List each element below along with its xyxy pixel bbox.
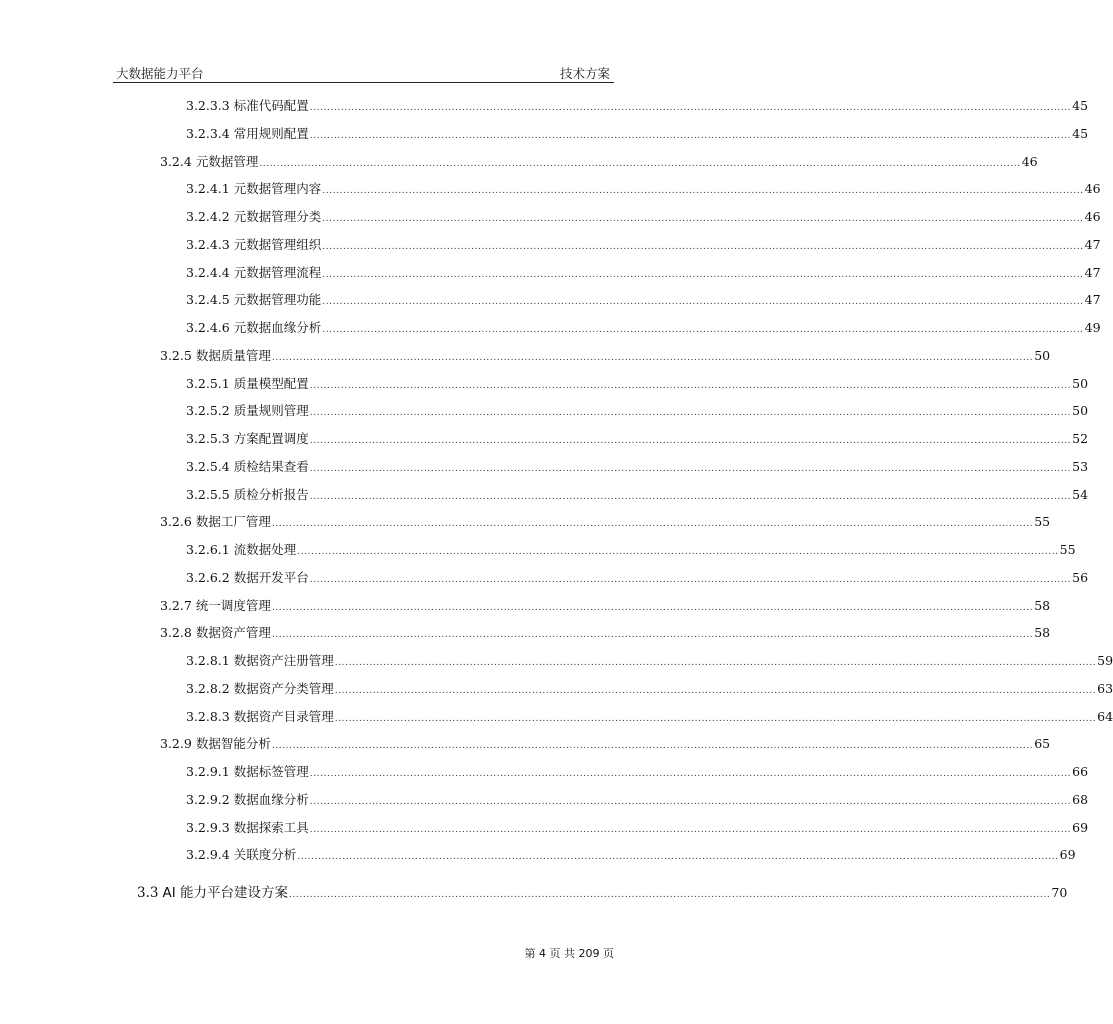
toc-entry[interactable] — [160, 734, 1051, 754]
toc-dot-leader: ............................................................................................................................................................................................................................ — [334, 658, 1097, 668]
toc-entry-title: AI 能力平台建设方案 — [162, 885, 288, 901]
toc-entry-page-number: 53 — [1072, 458, 1089, 474]
header-doc-title: 大数据能力平台 — [116, 66, 204, 81]
toc-entry-number: 3.2.4.1 — [186, 181, 230, 197]
toc-entry-title: 常用规则配置 — [233, 125, 309, 141]
toc-entry-page-number: 49 — [1084, 320, 1101, 335]
toc-entry-title: 质检分析报告 — [233, 486, 309, 502]
toc-entry-number: 3.2.6.2 — [186, 569, 230, 585]
toc-entry-number: 3.2.5 — [160, 347, 192, 363]
toc-entry-page-number: 59 — [1097, 653, 1113, 668]
toc-entry[interactable] — [186, 207, 1101, 227]
toc-entry-page-number: 47 — [1084, 236, 1101, 252]
toc-entry-number: 3.2.5.1 — [186, 375, 230, 391]
toc-dot-leader: ............................................................................................................................................................................................................................ — [322, 214, 1084, 224]
toc-entry-number: 3.2.3.3 — [186, 98, 230, 113]
toc-dot-leader: ............................................................................................................................................................................................................................ — [289, 890, 1051, 900]
toc-entry-title: 数据资产注册管理 — [233, 653, 334, 668]
toc-entry-title: 流数据处理 — [233, 542, 297, 557]
toc-entry-number: 3.2.4 — [160, 153, 192, 169]
toc-entry-number: 3.2.4.4 — [186, 264, 230, 280]
toc-entry-page-number: 45 — [1072, 98, 1089, 113]
toc-entry-page-number: 66 — [1072, 764, 1089, 779]
toc-entry[interactable] — [186, 818, 1089, 838]
toc-dot-leader: ............................................................................................................................................................................................................................ — [309, 574, 1072, 585]
toc-dot-leader: ............................................................................................................................................................................................................................ — [309, 796, 1072, 807]
toc-entry-title: 质量模型配置 — [233, 375, 309, 391]
toc-dot-leader: ............................................................................................................................................................................................................................ — [309, 491, 1072, 502]
toc-entry-page-number: 55 — [1059, 542, 1076, 557]
toc-entry-page-number: 58 — [1034, 597, 1051, 613]
toc-entry-title: 数据资产管理 — [195, 625, 271, 641]
toc-entry-page-number: 56 — [1072, 569, 1089, 585]
toc-entry-number: 3.2.5.4 — [186, 458, 230, 474]
toc-entry-number: 3.2.8.3 — [186, 708, 230, 724]
toc-entry[interactable] — [160, 512, 1051, 532]
toc-entry[interactable] — [186, 318, 1101, 338]
toc-entry[interactable] — [186, 457, 1089, 477]
toc-entry-page-number: 45 — [1072, 125, 1089, 141]
toc-entry-title: 数据质量管理 — [195, 347, 271, 363]
toc-entry-title: 标准代码配置 — [233, 98, 309, 113]
toc-entry-page-number: 47 — [1084, 292, 1101, 308]
toc-dot-leader: ............................................................................................................................................................................................................................ — [259, 158, 1021, 169]
toc-dot-leader: ............................................................................................................................................................................................................................ — [309, 769, 1072, 779]
toc-entry-page-number: 55 — [1034, 514, 1051, 530]
toc-entry-number: 3.2.4.3 — [186, 236, 230, 252]
toc-entry-title: 数据资产分类管理 — [233, 680, 334, 696]
toc-entry[interactable] — [186, 429, 1089, 449]
toc-entry[interactable] — [186, 124, 1089, 144]
toc-entry-title: 元数据管理内容 — [233, 181, 322, 197]
toc-dot-leader: ............................................................................................................................................................................................................................ — [334, 685, 1097, 696]
toc-entry[interactable] — [186, 290, 1101, 310]
toc-entry-title: 数据探索工具 — [233, 819, 309, 835]
toc-dot-leader: ............................................................................................................................................................................................................................ — [309, 824, 1072, 835]
toc-entry[interactable] — [160, 346, 1051, 366]
toc-entry-page-number: 69 — [1072, 819, 1089, 835]
toc-dot-leader: ............................................................................................................................................................................................................................ — [322, 325, 1084, 335]
toc-entry-number: 3.2.9 — [160, 736, 192, 752]
toc-entry[interactable] — [137, 883, 1068, 903]
toc-entry[interactable] — [186, 568, 1089, 588]
toc-dot-leader: ............................................................................................................................................................................................................................ — [271, 630, 1034, 641]
toc-entry-page-number: 63 — [1097, 680, 1113, 696]
toc-entry-title: 元数据管理功能 — [233, 292, 322, 308]
toc-entry[interactable] — [160, 596, 1051, 616]
toc-dot-leader: ............................................................................................................................................................................................................................ — [309, 408, 1072, 419]
toc-entry-title: 元数据管理 — [195, 153, 259, 169]
toc-entry-page-number: 54 — [1072, 486, 1089, 502]
toc-entry-title: 关联度分析 — [233, 847, 297, 863]
toc-entry[interactable] — [186, 790, 1089, 810]
toc-entry-title: 质检结果查看 — [233, 458, 309, 474]
toc-entry-number: 3.2.9.4 — [186, 847, 230, 863]
toc-entry-number: 3.2.5.3 — [186, 431, 230, 446]
toc-dot-leader: ............................................................................................................................................................................................................................ — [309, 103, 1072, 113]
toc-entry[interactable] — [186, 540, 1076, 560]
toc-entry[interactable] — [186, 762, 1089, 782]
toc-dot-leader: ............................................................................................................................................................................................................................ — [271, 602, 1034, 613]
toc-entry[interactable] — [186, 707, 1113, 727]
toc-entry-title: 数据工厂管理 — [195, 514, 271, 530]
toc-dot-leader: ............................................................................................................................................................................................................................ — [322, 186, 1084, 197]
toc-entry-title: 元数据管理组织 — [233, 236, 322, 252]
toc-entry-page-number: 65 — [1034, 736, 1051, 752]
toc-entry-page-number: 50 — [1072, 403, 1089, 419]
toc-dot-leader: ............................................................................................................................................................................................................................ — [309, 463, 1072, 474]
toc-entry-number: 3.2.8.1 — [186, 653, 230, 668]
toc-entry[interactable] — [186, 263, 1101, 283]
toc-entry[interactable] — [186, 235, 1101, 255]
toc-dot-leader: ............................................................................................................................................................................................................................ — [297, 547, 1059, 557]
toc-entry-title: 统一调度管理 — [195, 597, 271, 613]
toc-entry-number: 3.2.8 — [160, 625, 192, 641]
toc-dot-leader: ............................................................................................................................................................................................................................ — [271, 352, 1034, 363]
toc-entry[interactable] — [186, 651, 1113, 671]
toc-entry-number: 3.2.7 — [160, 597, 192, 613]
toc-entry-title: 数据资产目录管理 — [233, 708, 334, 724]
toc-dot-leader: ............................................................................................................................................................................................................................ — [322, 241, 1084, 252]
toc-entry-page-number: 50 — [1034, 347, 1051, 363]
toc-entry-number: 3.2.9.2 — [186, 791, 230, 807]
toc-entry-title: 数据血缘分析 — [233, 791, 309, 807]
toc-entry-page-number: 50 — [1072, 375, 1089, 391]
toc-entry[interactable] — [186, 845, 1076, 865]
toc-entry-page-number: 68 — [1072, 791, 1089, 807]
toc-dot-leader: ............................................................................................................................................................................................................................ — [309, 380, 1072, 391]
toc-entry-number: 3.3 — [137, 885, 159, 901]
toc-dot-leader: ............................................................................................................................................................................................................................ — [309, 436, 1072, 446]
toc-dot-leader: ............................................................................................................................................................................................................................ — [309, 130, 1072, 141]
toc-entry-number: 3.2.4.6 — [186, 320, 230, 335]
toc-dot-leader: ............................................................................................................................................................................................................................ — [297, 852, 1059, 863]
toc-entry-number: 3.2.4.2 — [186, 209, 230, 224]
header-doc-type: 技术方案 — [559, 66, 610, 81]
toc-dot-leader: ............................................................................................................................................................................................................................ — [322, 297, 1084, 308]
toc-entry[interactable] — [186, 679, 1113, 699]
toc-entry-title: 元数据管理流程 — [233, 264, 322, 280]
toc-entry[interactable] — [160, 623, 1051, 643]
toc-entry[interactable] — [160, 152, 1038, 172]
toc-entry-number: 3.2.6 — [160, 514, 192, 530]
toc-entry-page-number: 47 — [1084, 264, 1101, 280]
toc-entry-title: 数据标签管理 — [233, 764, 309, 779]
toc-entry-title: 数据智能分析 — [195, 736, 271, 752]
page-number-footer: 第 4 页 共 209 页 — [524, 947, 614, 960]
toc-entry-page-number: 70 — [1051, 885, 1068, 900]
toc-entry-page-number: 52 — [1072, 431, 1089, 446]
toc-entry[interactable] — [186, 374, 1089, 394]
toc-entry[interactable] — [186, 485, 1089, 505]
toc-entry-title: 质量规则管理 — [233, 403, 309, 419]
toc-entry-page-number: 58 — [1034, 625, 1051, 641]
toc-entry-page-number: 46 — [1021, 153, 1038, 169]
toc-entry-title: 元数据管理分类 — [233, 209, 322, 224]
toc-entry[interactable] — [186, 401, 1089, 421]
toc-entry-number: 3.2.5.5 — [186, 486, 230, 502]
toc-entry-title: 元数据血缘分析 — [233, 320, 322, 335]
toc-entry-number: 3.2.8.2 — [186, 680, 230, 696]
toc-dot-leader: ............................................................................................................................................................................................................................ — [271, 741, 1034, 752]
toc-entry-number: 3.2.3.4 — [186, 125, 230, 141]
toc-entry-number: 3.2.6.1 — [186, 542, 230, 557]
toc-entry-title: 数据开发平台 — [233, 569, 309, 585]
toc-entry-page-number: 46 — [1084, 181, 1101, 197]
toc-dot-leader: ............................................................................................................................................................................................................................ — [271, 519, 1034, 530]
toc-dot-leader: ............................................................................................................................................................................................................................ — [334, 713, 1097, 724]
toc-entry-page-number: 69 — [1059, 847, 1076, 863]
toc-entry-number: 3.2.4.5 — [186, 292, 230, 308]
toc-entry-number: 3.2.5.2 — [186, 403, 230, 419]
toc-entry-number: 3.2.9.3 — [186, 819, 230, 835]
toc-entry-page-number: 64 — [1097, 708, 1113, 724]
toc-entry[interactable] — [186, 96, 1089, 116]
toc-entry-title: 方案配置调度 — [233, 431, 309, 446]
toc-entry[interactable] — [186, 179, 1101, 199]
toc-entry-page-number: 46 — [1084, 209, 1101, 224]
toc-dot-leader: ............................................................................................................................................................................................................................ — [322, 269, 1084, 280]
toc-entry-number: 3.2.9.1 — [186, 764, 230, 779]
